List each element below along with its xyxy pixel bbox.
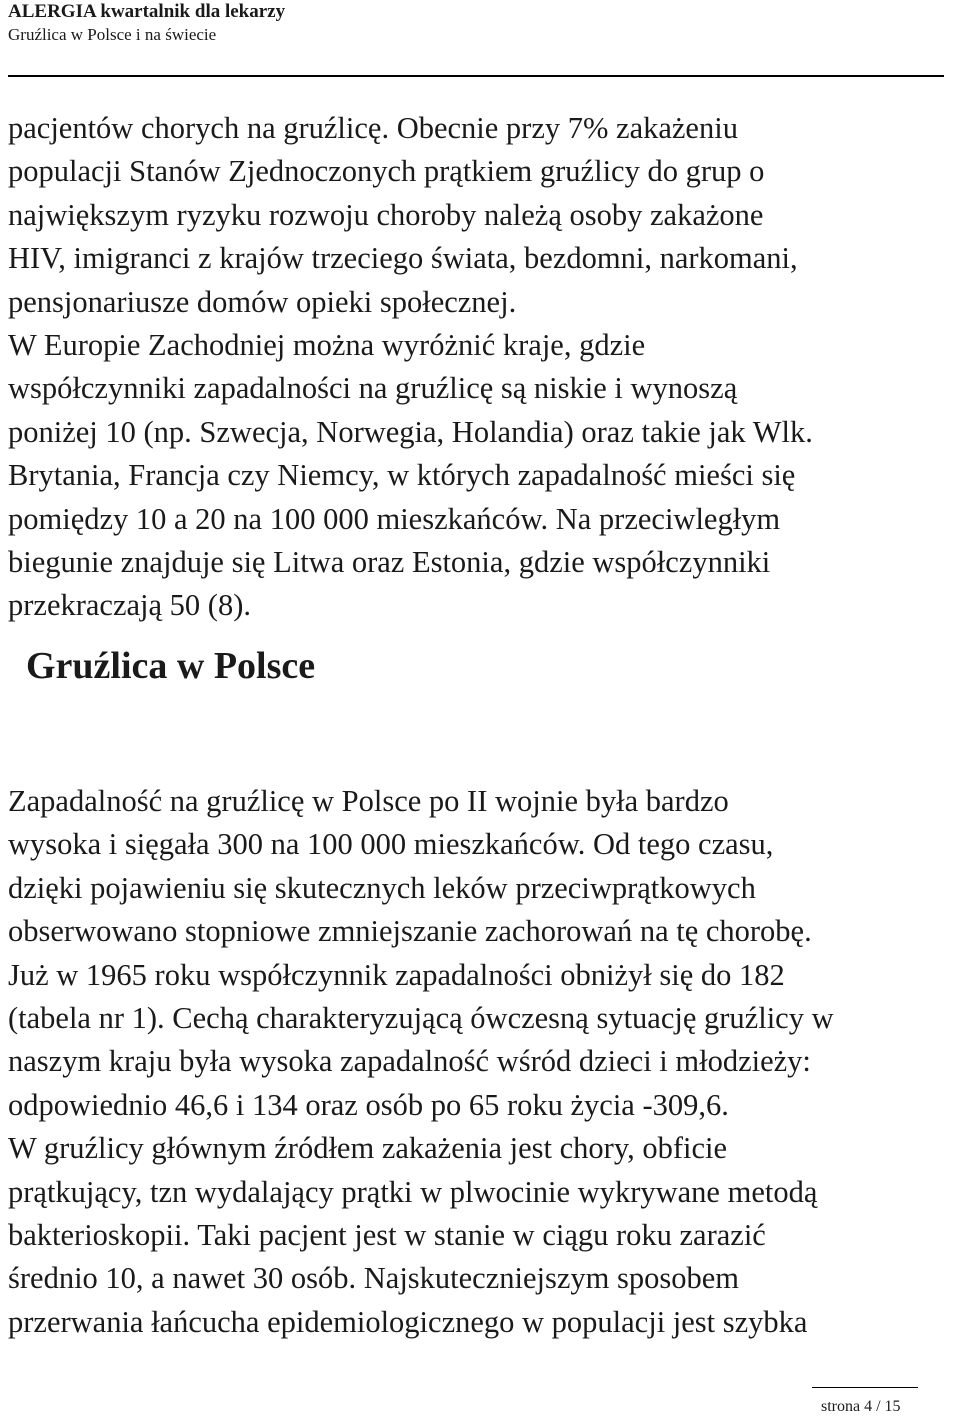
text-line: pomiędzy 10 a 20 na 100 000 mieszkańców. Na przeciwległym xyxy=(8,501,781,536)
text-line: (tabela nr 1). Cechą charakteryzującą ówczesną sytuację gruźlicy w xyxy=(8,1001,834,1036)
text-line: średnio 10, a nawet 30 osób. Najskuteczniejszym sposobem xyxy=(8,1261,740,1296)
text-line: największym ryzyku rozwoju choroby należą osoby zakażone xyxy=(8,197,764,232)
paragraph-intro xyxy=(8,107,958,628)
text-line: W Europie Zachodniej można wyróżnić kraje, gdzie xyxy=(8,328,646,363)
text-line: W gruźlicy głównym źródłem zakażenia jest chory, obficie xyxy=(8,1131,728,1166)
text-line: odpowiednio 46,6 i 134 oraz osób po 65 roku życia -309,6. xyxy=(8,1087,729,1122)
text-line: bakterioskopii. Taki pacjent jest w stanie w ciągu roku zarazić xyxy=(8,1218,766,1253)
text-line: przekraczają 50 (8). xyxy=(8,588,251,623)
section-heading: Gruźlica w Polsce xyxy=(26,645,316,687)
paragraph-poland xyxy=(8,780,958,1344)
text-line: prątkujący, tzn wydalający prątki w plwocinie wykrywane metodą xyxy=(8,1174,818,1209)
text-line: współczynniki zapadalności na gruźlicę są niskie i wynoszą xyxy=(8,371,738,406)
footer-divider xyxy=(812,1387,918,1388)
text-line: Brytania, Francja czy Niemcy, w których zapadalność mieści się xyxy=(8,458,796,493)
text-line: HIV, imigranci z krajów trzeciego świata, bezdomni, narkomani, xyxy=(8,241,798,276)
journal-title: ALERGIA kwartalnik dla lekarzy xyxy=(8,1,286,22)
header-divider xyxy=(8,75,944,77)
text-line: obserwowano stopniowe zmniejszanie zachorowań na tę chorobę. xyxy=(8,914,812,949)
text-line: biegunie znajduje się Litwa oraz Estonia, gdzie współczynniki xyxy=(8,545,771,580)
text-line: przerwania łańcucha epidemiologicznego w populacji jest szybka xyxy=(8,1304,808,1339)
text-line: pensjonariusze domów opieki społecznej. xyxy=(8,284,517,319)
text-line: populacji Stanów Zjednoczonych prątkiem gruźlicy do grup o xyxy=(8,154,765,189)
text-line: naszym kraju była wysoka zapadalność wśród dzieci i młodzieży: xyxy=(8,1044,811,1079)
text-line: poniżej 10 (np. Szwecja, Norwegia, Holandia) oraz takie jak Wlk. xyxy=(8,414,813,449)
text-line: dzięki pojawieniu się skutecznych leków przeciwprątkowych xyxy=(8,870,756,905)
text-line: Zapadalność na gruźlicę w Polsce po II wojnie była bardzo xyxy=(8,784,729,818)
page-number: strona 4 / 15 xyxy=(821,1398,901,1415)
page-header xyxy=(8,0,948,45)
running-title: Gruźlica w Polsce i na świecie xyxy=(8,25,217,44)
text-line: Już w 1965 roku współczynnik zapadalności obniżył się do 182 xyxy=(8,957,785,992)
text-line: wysoka i sięgała 300 na 100 000 mieszkańców. Od tego czasu, xyxy=(8,827,774,862)
text-line: pacjentów chorych na gruźlicę. Obecnie przy 7% zakażeniu xyxy=(8,111,738,145)
